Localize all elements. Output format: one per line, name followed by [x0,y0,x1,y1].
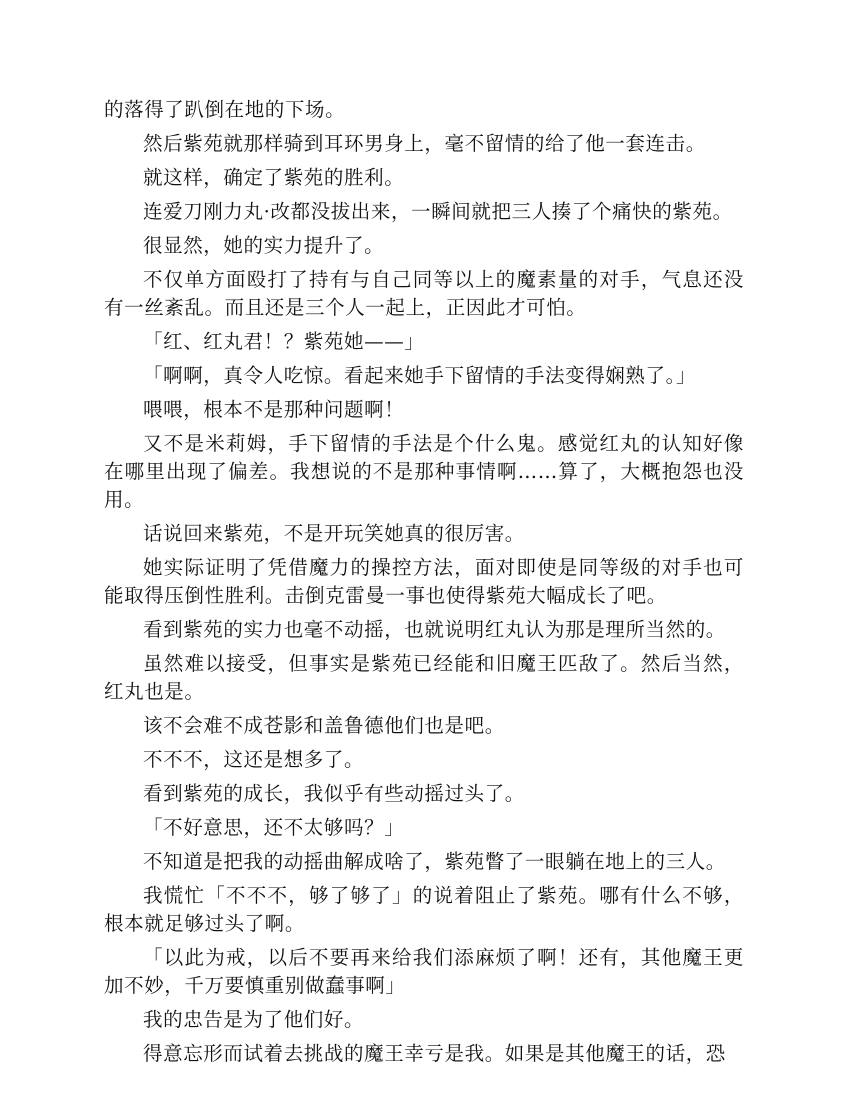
paragraph: 话说回来紫苑，不是开玩笑她真的很厉害。 [143,522,525,545]
paragraph: 我慌忙「不不不，够了够了」的说着阻止了紫苑。哪有什么不够，根本就足够过头了啊。 [104,884,744,935]
paragraph: 「不好意思，还不太够吗？」 [143,816,405,839]
paragraph: 该不会难不成苍影和盖鲁德他们也是吧。 [143,714,505,737]
paragraph: 「以此为戒，以后不要再来给我们添麻烦了啊！还有，其他魔王更加不妙，千万要慎重别做蠢事啊」 [104,946,744,997]
paragraph: 很显然，她的实力提升了。 [143,234,385,257]
paragraph: 我的忠告是为了他们好。 [143,1008,365,1031]
paragraph: 就这样，确定了紫苑的胜利。 [143,166,405,189]
paragraph: 连爱刀刚力丸·改都没拔出来，一瞬间就把三人揍了个痛快的紫苑。 [143,200,733,223]
paragraph: 不不不，这还是想多了。 [143,748,365,771]
paragraph: 喂喂，根本不是那种问题啊！ [143,398,405,421]
paragraph: 又不是米莉姆，手下留情的手法是个什么鬼。感觉红丸的认知好像在哪里出现了偏差。我想说的不是那种事情啊……算了，大概抱怨也没用。 [104,432,744,511]
document-page [104,96,744,1074]
paragraph: 「红、红丸君！？紫苑她——」 [143,330,425,353]
paragraph: 「啊啊，真令人吃惊。看起来她手下留情的手法变得娴熟了。」 [143,364,697,387]
paragraph: 看到紫苑的实力也毫不动摇，也就说明红丸认为那是理所当然的。 [143,618,726,641]
paragraph: 她实际证明了凭借魔力的操控方法，面对即使是同等级的对手也可能取得压倒性胜利。击倒克雷曼一事也使得紫苑大幅成长了吧。 [104,556,744,607]
paragraph: 得意忘形而试着去挑战的魔王幸亏是我。如果是其他魔王的话，恐 [143,1042,726,1065]
paragraph: 的落得了趴倒在地的下场。 [104,98,346,121]
paragraph: 然后紫苑就那样骑到耳环男身上，毫不留情的给了他一套连击。 [143,132,706,155]
paragraph: 虽然难以接受，但事实是紫苑已经能和旧魔王匹敌了。然后当然，红丸也是。 [104,652,744,703]
paragraph: 不知道是把我的动摇曲解成啥了，紫苑瞥了一眼躺在地上的三人。 [143,850,726,873]
paragraph: 不仅单方面殴打了持有与自己同等以上的魔素量的对手，气息还没有一丝紊乱。而且还是三个人一起上，正因此才可怕。 [104,268,744,319]
paragraph: 看到紫苑的成长，我似乎有些动摇过头了。 [143,782,525,805]
